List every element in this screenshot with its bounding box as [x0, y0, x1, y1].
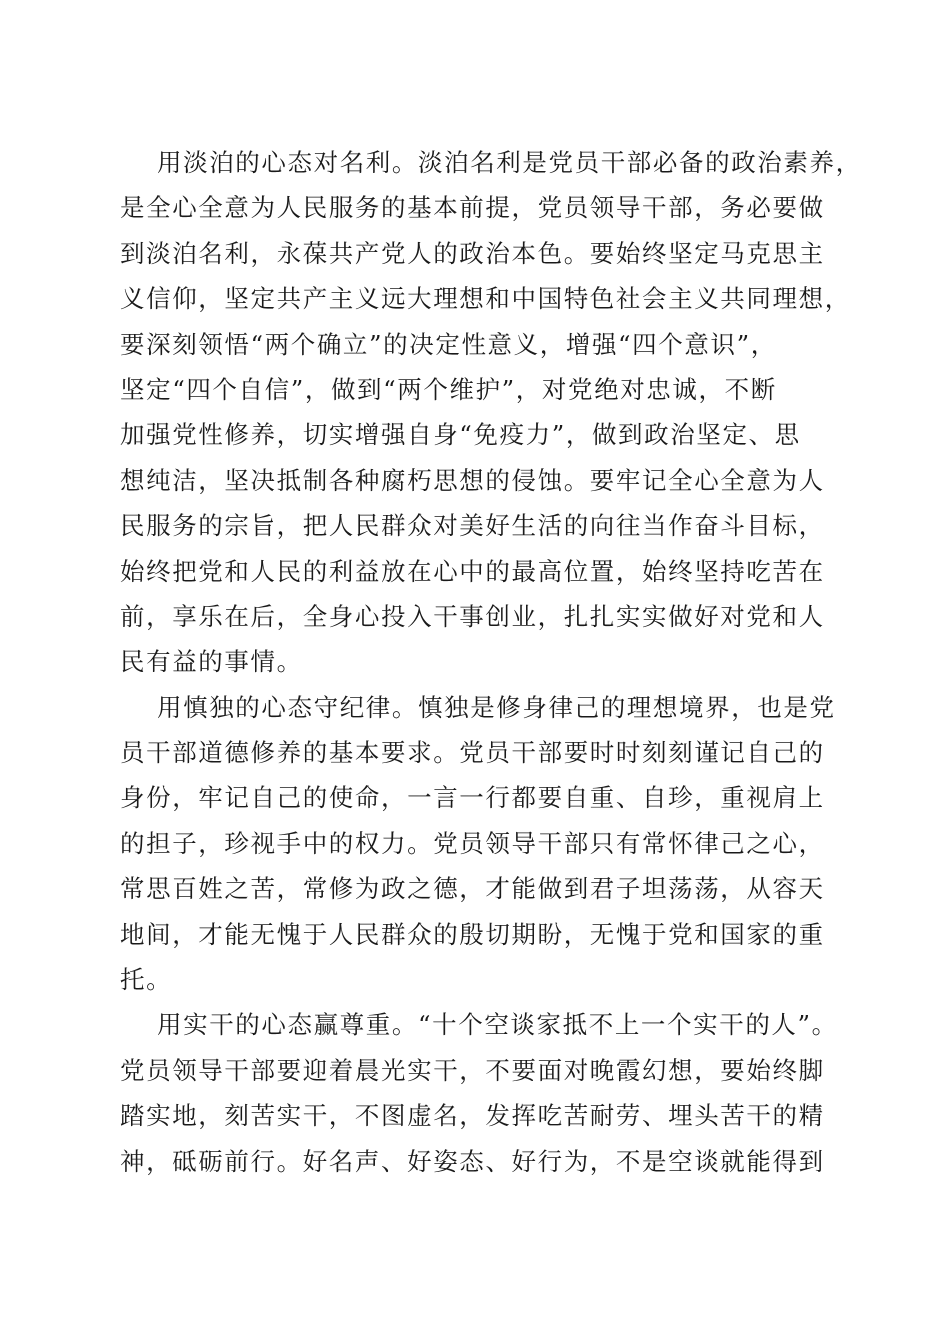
text-line: 民有益的事情。 — [120, 647, 303, 677]
text-line: 始终把党和人民的利益放在心中的最高位置，始终坚持吃苦在 — [120, 556, 825, 586]
text-line: 地间，才能无愧于人民群众的殷切期盼，无愧于党和国家的重 — [120, 919, 825, 949]
text-line: 到淡泊名利，永葆共产党人的政治本色。要始终坚定马克思主 — [120, 238, 825, 268]
text-line: 党员领导干部要迎着晨光实干，不要面对晚霞幻想，要始终脚 — [120, 1055, 825, 1085]
text-line: 民服务的宗旨，把人民群众对美好生活的向往当作奋斗目标， — [120, 511, 825, 541]
text-line: 用慎独的心态守纪律。慎独是修身律己的理想境界，也是党 — [157, 692, 836, 722]
text-line: 常思百姓之苦，常修为政之德，才能做到君子坦荡荡，从容天 — [120, 874, 825, 904]
text-line: 用淡泊的心态对名利。淡泊名利是党员干部必备的政治素养， — [157, 148, 862, 177]
text-line: 身份，牢记自己的使命，一言一行都要自重、自珍，重视肩上 — [120, 783, 825, 813]
text-line: 是全心全意为人民服务的基本前提，党员领导干部，务必要做 — [120, 193, 825, 223]
text-line: 加强党性修养，切实增强自身“免疫力”，做到政治坚定、思 — [120, 420, 801, 450]
text-line: 前，享乐在后，全身心投入干事创业，扎扎实实做好对党和人 — [120, 601, 825, 631]
paragraph-indifference-to-fame — [120, 140, 862, 685]
paragraph-hard-work — [120, 1002, 840, 1184]
text-line: 踏实地，刻苦实干，不图虚名，发挥吃苦耐劳、埋头苦干的精 — [120, 1101, 825, 1131]
text-line: 义信仰，坚定共产主义远大理想和中国特色社会主义共同理想， — [120, 284, 851, 314]
text-line: 神，砥砺前行。好名声、好姿态、好行为，不是空谈就能得到 — [120, 1146, 825, 1176]
text-line: 用实干的心态赢尊重。“十个空谈家抵不上一个实干的人”。 — [157, 1010, 838, 1040]
text-line: 坚定“四个自信”，做到“两个维护”，对党绝对忠诚，不断 — [120, 374, 777, 404]
text-line: 员干部道德修养的基本要求。党员干部要时时刻刻谨记自己的 — [120, 738, 825, 768]
paragraph-self-discipline — [120, 685, 840, 1003]
text-line: 想纯洁，坚决抵制各种腐朽思想的侵蚀。要牢记全心全意为人 — [120, 465, 825, 495]
text-line: 要深刻领悟“两个确立”的决定性意义，增强“四个意识”， — [120, 329, 777, 359]
document-body — [120, 140, 862, 1184]
text-line: 托。 — [120, 965, 173, 995]
text-line: 的担子，珍视手中的权力。党员领导干部只有常怀律己之心， — [120, 828, 825, 858]
